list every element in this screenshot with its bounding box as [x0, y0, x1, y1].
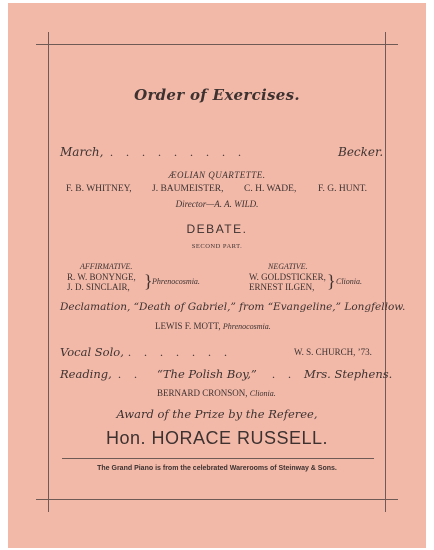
program-heading: Order of Exercises.: [134, 86, 300, 104]
referee-name: Hon. HORACE RUSSELL.: [105, 428, 329, 448]
quartette-member: F. G. HUNT.: [318, 184, 367, 194]
affirmative-name: J. D. SINCLAIR,: [67, 282, 130, 292]
affirmative-society: Phrenocosmia.: [152, 277, 200, 286]
march-label: March,: [60, 145, 104, 159]
declamation-performer-name: LEWIS F. MOTT,: [155, 321, 221, 331]
negative-name: ERNEST ILGEN,: [249, 282, 315, 292]
quartette-member: C. H. WADE,: [244, 184, 297, 194]
footer-divider: [62, 458, 374, 459]
affirmative-brace: }: [144, 271, 153, 291]
march-composer: Becker.: [338, 145, 384, 159]
debate-subtitle: SECOND PART.: [191, 243, 243, 250]
footer-note: The Grand Piano is from the celebrated Warerooms of Steinway & Sons.: [97, 465, 337, 472]
declamation-performer-society: Phrenocosmia.: [222, 322, 271, 331]
march-dots: . . . . . . . . .: [110, 145, 246, 159]
negative-society: Clionia.: [336, 277, 363, 286]
quartette-director: Director—A. A. WILD.: [175, 199, 259, 209]
border-bottom: [36, 499, 398, 500]
reading-dots: . .: [118, 367, 142, 381]
reading-performer: Mrs. Stephens.: [304, 367, 393, 381]
vocal-solo-performer: W. S. CHURCH, ’73.: [294, 347, 372, 357]
quartette-member: J. BAUMEISTER,: [152, 184, 224, 194]
award-line: Award of the Prize by the Referee,: [116, 407, 318, 421]
negative-name: W. GOLDSTICKER,: [249, 272, 326, 282]
vocal-solo-label: Vocal Solo,: [60, 345, 124, 359]
reading-reader-name: BERNARD CRONSON,: [157, 388, 248, 398]
affirmative-name: R. W. BONYNGE,: [67, 272, 136, 282]
quartette-member: F. B. WHITNEY,: [66, 184, 132, 194]
border-top: [36, 44, 398, 45]
reading-title: “The Polish Boy,”: [157, 367, 257, 381]
affirmative-label: AFFIRMATIVE.: [80, 262, 133, 271]
reading-reader: [157, 388, 276, 398]
negative-brace: }: [327, 271, 336, 291]
vocal-solo-dots: . . . . . . .: [128, 345, 232, 359]
debate-title: DEBATE.: [186, 222, 248, 236]
negative-label: NEGATIVE.: [268, 262, 308, 271]
reading-dots: . .: [272, 367, 296, 381]
declamation-performer: [155, 321, 271, 331]
reading-reader-society: Clionia.: [249, 389, 276, 398]
declamation-line: Declamation, “Death of Gabriel,” from “Evangeline,” Longfellow.: [60, 301, 406, 313]
quartette-title: ÆOLIAN QUARTETTE.: [168, 170, 266, 180]
reading-label: Reading,: [60, 367, 112, 381]
